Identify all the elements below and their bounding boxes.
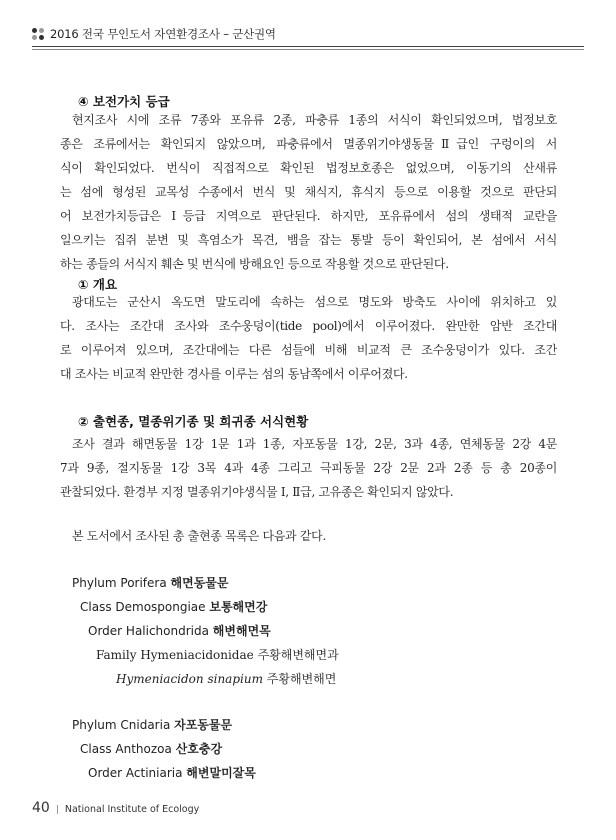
taxon-korean-name: 해변말미잘목 bbox=[186, 766, 256, 780]
footer-organization: National Institute of Ecology bbox=[64, 804, 200, 815]
text-line: 7과 9종, 절지동물 1강 3목 4과 4종 그리고 극피동물 2강 2문 2과 2종 등 총 20종이 bbox=[60, 461, 557, 475]
paragraph-conservation bbox=[60, 108, 557, 276]
taxon-class bbox=[80, 740, 222, 757]
header-title: 2016 전국 무인도서 자연환경조사 – 군산권역 bbox=[50, 27, 276, 41]
text-line: 로 이루어져 있으며, 조간대에는 다른 섬들에 비해 비교적 큰 조수웅덩이가 있다. 조간 bbox=[60, 343, 557, 357]
taxon-korean-name: 산호충강 bbox=[175, 742, 223, 756]
text-line: 현지조사 시에 조류 7종와 포유류 2종, 파충류 1종의 서식이 확인되었으며, 법정보호 bbox=[72, 113, 557, 127]
header-dots-icon bbox=[32, 28, 44, 40]
taxon-phylum bbox=[72, 574, 229, 591]
taxon-order bbox=[88, 764, 256, 781]
text-line: 대 조사는 비교적 완만한 경사를 이루는 섬의 동남쪽에서 이루어졌다. bbox=[60, 367, 408, 381]
page-number: 40 bbox=[32, 800, 50, 816]
text-line: 식이 확인되었다. 번식이 직접적으로 확인된 법정보호종은 없었으며, 이동기의 산새류 bbox=[60, 161, 557, 175]
dot-2 bbox=[39, 28, 44, 33]
taxon-scientific-name: Family Hymeniacidonidae bbox=[96, 648, 254, 662]
taxon-scientific-name: Order Halichondrida bbox=[88, 624, 209, 638]
section-heading-overview: ① 개요 bbox=[78, 277, 118, 292]
taxon-order bbox=[88, 622, 271, 639]
taxon-species bbox=[116, 670, 336, 687]
taxon-scientific-name: Order Actiniaria bbox=[88, 766, 183, 780]
taxon-phylum bbox=[72, 716, 232, 733]
taxon-korean-name: 자포동물문 bbox=[174, 718, 233, 732]
dot-3 bbox=[32, 35, 37, 40]
taxon-class bbox=[80, 598, 267, 615]
text-line: 관찰되었다. 환경부 지정 멸종위기야생식물 Ⅰ, Ⅱ급, 고유종은 확인되지 않았다. bbox=[60, 485, 454, 499]
text-line: 다. 조사는 조간대 조사와 조수웅덩이(tide pool)에서 이루어졌다. 완만한 암반 조간대 bbox=[60, 319, 557, 333]
text-line: 본 도서에서 조사된 총 출현종 목록은 다음과 같다. bbox=[72, 529, 326, 543]
text-line: 는 섬에 형성된 교목성 수종에서 번식 및 채식지, 휴식지 등으로 이용할 것으로 판단되 bbox=[60, 185, 557, 199]
header-rule-thin bbox=[32, 49, 584, 50]
paragraph-list-intro bbox=[72, 524, 552, 548]
taxon-korean-name: 주황해변해면 bbox=[266, 672, 337, 686]
text-line: 광대도는 군산시 옥도면 말도리에 속하는 섬으로 명도와 방축도 사이에 위치하고 있 bbox=[72, 295, 557, 309]
dot-4 bbox=[39, 35, 44, 40]
taxon-scientific-name: Class Anthozoa bbox=[80, 742, 172, 756]
text-line: 일으키는 집쥐 분변 및 흑염소가 목견, 뱀을 잡는 통발 등이 확인되어, 본 섬에서 서식 bbox=[60, 233, 557, 247]
paragraph-species bbox=[60, 432, 557, 504]
text-line: 하는 종들의 서식지 훼손 및 번식에 방해요인 등으로 작용할 것으로 판단된다. bbox=[60, 257, 449, 271]
section-heading-conservation: ④ 보전가치 등급 bbox=[78, 94, 170, 109]
text-line: 어 보전가치등급은 Ⅰ등급 지역으로 판단된다. 하지만, 포유류에서 섬의 생태적 교란을 bbox=[60, 209, 557, 223]
taxon-korean-name: 주황해변해면과 bbox=[257, 648, 339, 662]
text-line: 종은 조류에서는 확인되지 않았으며, 파충류에서 멸종위기야생동물Ⅱ급인 구렁이의 서 bbox=[60, 137, 557, 151]
header-rule bbox=[32, 46, 584, 47]
taxon-scientific-name: Class Demospongiae bbox=[80, 600, 206, 614]
taxon-scientific-name: Phylum Cnidaria bbox=[72, 718, 171, 732]
taxon-korean-name: 보통해면강 bbox=[209, 600, 268, 614]
running-header bbox=[32, 26, 582, 42]
taxon-korean-name: 해변해면목 bbox=[212, 624, 271, 638]
footer-separator: | bbox=[55, 805, 59, 815]
text-line: 조사 결과 해면동물 1강 1문 1과 1종, 자포동물 1강, 2문, 3과 4종, 연체동물 2강 4문 bbox=[72, 437, 557, 451]
page-footer bbox=[32, 800, 199, 816]
taxon-family bbox=[96, 646, 339, 663]
taxon-korean-name: 해면동물문 bbox=[170, 576, 229, 590]
section-heading-species: ② 출현종, 멸종위기종 및 희귀종 서식현황 bbox=[78, 414, 309, 429]
dot-1 bbox=[32, 28, 37, 33]
paragraph-overview bbox=[60, 290, 557, 386]
taxon-scientific-name: Phylum Porifera bbox=[72, 576, 167, 590]
taxon-scientific-name: Hymeniacidon sinapium bbox=[116, 672, 263, 686]
